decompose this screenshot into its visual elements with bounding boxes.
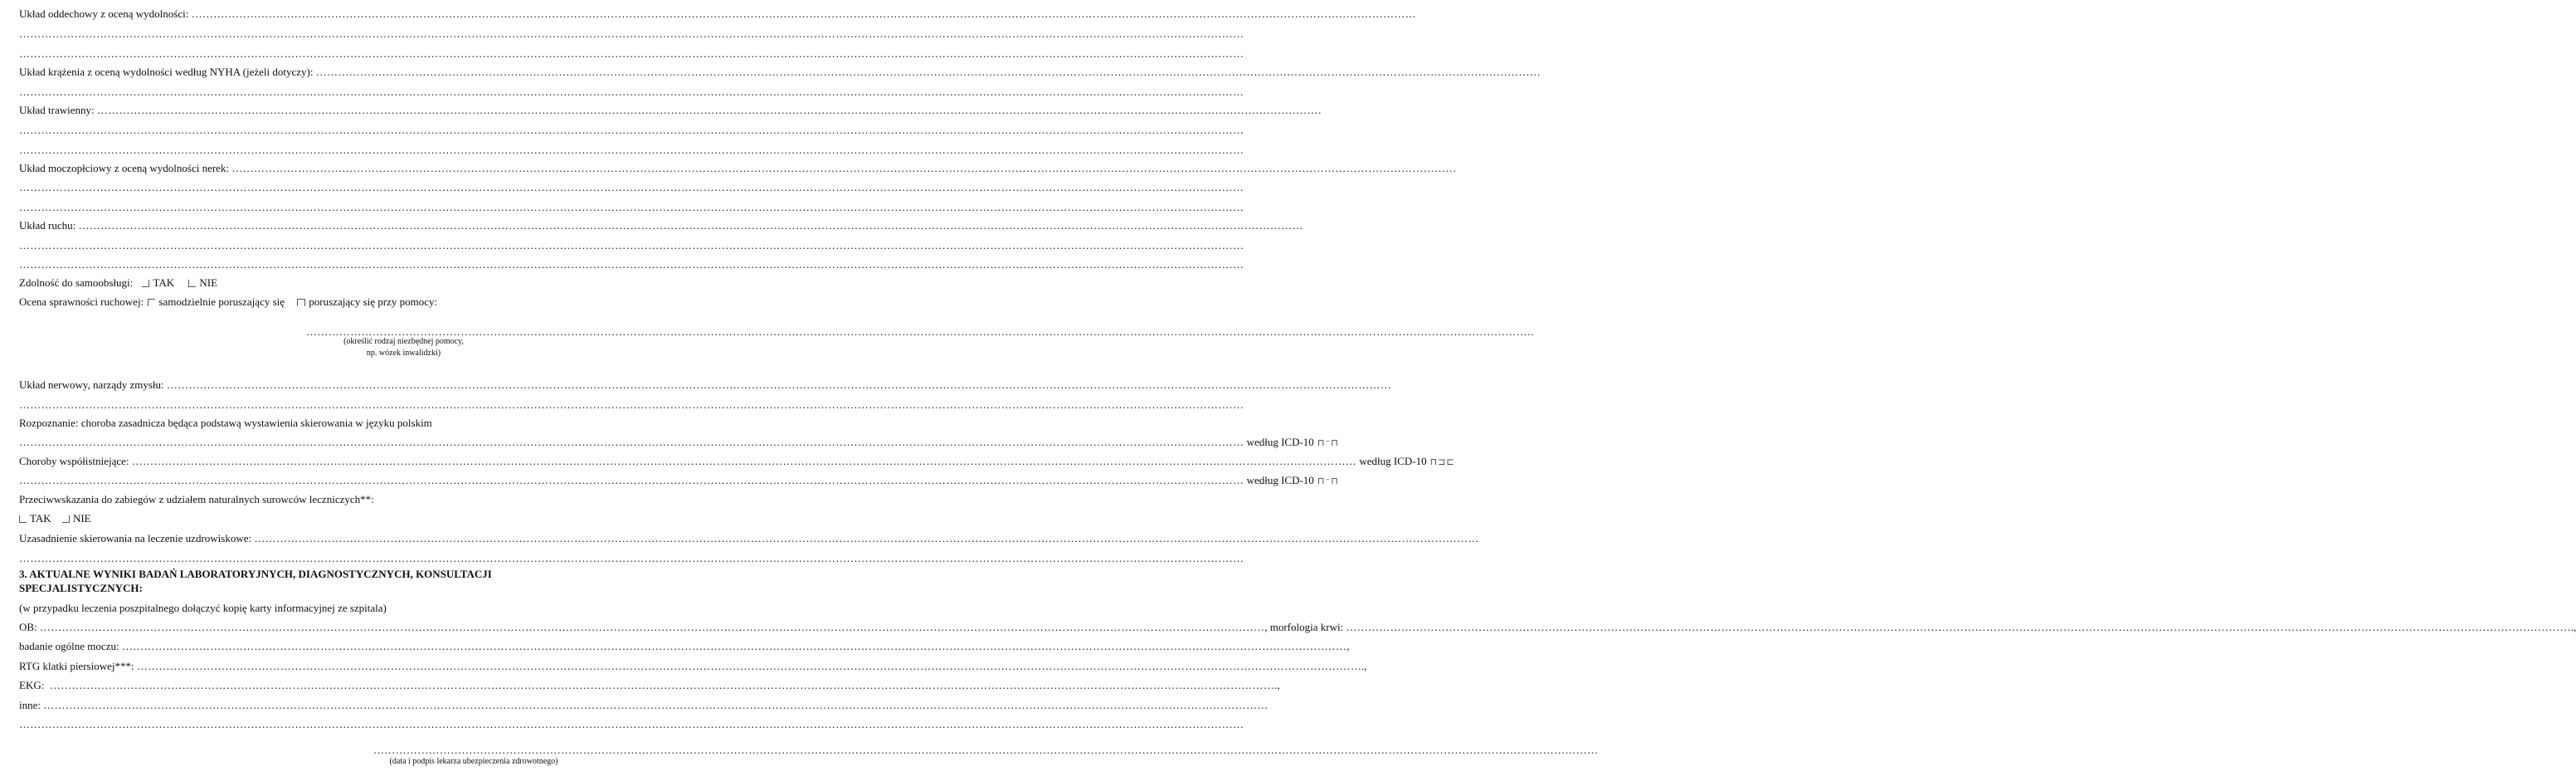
samodzielnie-checkbox[interactable] [148,299,155,306]
dot-leader: ……………………………………………………………………………………………………………………………………………………………………………………………………………………………………………………………………………………………………… [121,640,1347,652]
dotted-line[interactable] [19,258,1244,271]
dot-leader: ……………………………………………………………………………………………………………………………………………………………………………………………………………………………………………………………………………………………………… [166,378,1392,391]
dot-leader: ……………………………………………………………………………………………………………………………………………………………………………………………………………………………………………………………………………………………………… [254,532,1479,544]
dotted-line[interactable] [19,552,1244,565]
dotted-line[interactable] [19,239,1244,252]
dot-leader: ……………………………………………………………………………………………………………………………………………………………………………………………………………………………………………………………………………………………………… [19,181,1244,193]
przy-pomocy-checkbox[interactable] [297,299,305,306]
choroby-line-1[interactable]: Choroby współistniejące: ……………………………………………………………………………………………………………………………………………………………………………………………………………………………………………………………………………………………………… według ICD-10 ⊓⊐⊏ [19,455,1455,467]
pomoc-line[interactable]: ……………………………………………………………………………………………………………………………………………………………………………………………………………………………………………………………………………………………………… . [306,325,1534,338]
signature-line[interactable] [373,744,1599,757]
dot-leader: ……………………………………………………………………………………………………………………………………………………………………………………………………………………………………………………………………………………………………… [78,219,1303,232]
samoobsluga-row: Zdolność do samoobsługi: TAK NIE [19,276,218,289]
dot-leader: ……………………………………………………………………………………………………………………………………………………………………………………………………………………………………………………………………………………………………… [19,124,1244,136]
dotted-line[interactable] [19,85,1244,99]
dot-leader: ……………………………………………………………………………………………………………………………………………………………………………………………………………………………………………………………………………………………………… [19,144,1244,156]
przeciwwskazania-label: Przeciwwskazania do zabiegów z udziałem naturalnych surowców leczniczych**: [19,493,374,505]
dot-leader: ……………………………………………………………………………………………………………………………………………………………………………………………………………………………………………………………………………………………………… [39,621,1265,633]
dot-leader: ……………………………………………………………………………………………………………………………………………………………………………………………………………………………………………………………………………………………………… [96,104,1322,116]
dotted-line[interactable] [19,718,1244,731]
dotted-line[interactable] [19,124,1244,137]
dotted-line[interactable] [19,144,1244,157]
rozpoznanie-line[interactable]: ……………………………………………………………………………………………………………………………………………………………………………………………………………………………………………………………………………………………………… według ICD-10 ⊓⁻⊓ [19,436,1339,448]
dot-leader: ……………………………………………………………………………………………………………………………………………………………………………………………………………………………………………………………………………………………………… [19,258,1244,271]
field-badanie-moczu[interactable]: badanie ogólne moczu: ……………………………………………………………………………………………………………………………………………………………………………………………………………………………………………………………………………………………………… , [19,640,1350,652]
dot-leader: ……………………………………………………………………………………………………………………………………………………………………………………………………………………………………………………………………………………………………… [19,47,1244,60]
field-ob-morfologia[interactable]: OB: ……………………………………………………………………………………………………………………………………………………………………………………………………………………………………………………………………………………………………… , morfologia krwi: ……………………………………………………………………………………………………………………………………………………………………………………………………………………………………………………………………………………………………… ., [19,621,2576,633]
dotted-line[interactable] [19,201,1244,214]
dot-leader: ……………………………………………………………………………………………………………………………………………………………………………………………………………………………………………………………………………………………………… [19,718,1244,730]
dotted-line[interactable] [19,181,1244,194]
section-3-title: 3. AKTUALNE WYNIKI BADAŃ LABORATORYJNYCH, DIAGNOSTYCZNYCH, KONSULTACJI SPECJALISTYCZNYCH: [19,568,492,594]
dot-leader: ……………………………………………………………………………………………………………………………………………………………………………………………………………………………………………………………………………………………………… [19,552,1244,564]
dot-leader: ……………………………………………………………………………………………………………………………………………………………………………………………………………………………………………………………………………………………………… [1346,621,2571,633]
field-ekg[interactable]: EKG: ……………………………………………………………………………………………………………………………………………………………………………………………………………………………………………………………………………………………………… ., [19,679,1280,691]
dot-leader: ……………………………………………………………………………………………………………………………………………………………………………………………………………………………………………………………………………………………………… [19,239,1244,251]
field-uklad-ruchu[interactable]: Układ ruchu: ……………………………………………………………………………………………………………………………………………………………………………………………………………………………………………………………………………………………………… [19,219,1303,232]
dot-leader: ……………………………………………………………………………………………………………………………………………………………………………………………………………………………………………………………………………………………………… [315,66,1541,78]
dot-leader: ……………………………………………………………………………………………………………………………………………………………………………………………………………………………………………………………………………………………………… [136,660,1362,672]
samoobsluga-tak-checkbox[interactable] [142,280,149,287]
rozpoznanie-label: Rozpoznanie: choroba zasadnicza będąca podstawą wystawienia skierowania w języku polskim [19,417,432,429]
dot-leader: ……………………………………………………………………………………………………………………………………………………………………………………………………………………………………………………………………………………………………… [373,744,1599,756]
dot-leader: ……………………………………………………………………………………………………………………………………………………………………………………………………………………………………………………………………………………………………… [19,436,1244,448]
icd-code-boxes[interactable]: ⊓⊐⊏ [1429,457,1455,467]
field-uklad-krazenia[interactable]: Układ krążenia z oceną wydolności według NYHA (jeżeli dotyczy): ……………………………………………………………………………………………………………………………………………………………………………………………………………………………………………………………………………………………………… [19,66,1541,78]
dot-leader: ……………………………………………………………………………………………………………………………………………………………………………………………………………………………………………………………………………………………………… [231,162,1457,174]
dot-leader: ……………………………………………………………………………………………………………………………………………………………………………………………………………………………………………………………………………………………………… [19,474,1244,486]
przeciwwskazania-tak-checkbox[interactable] [19,515,27,523]
dot-leader: ……………………………………………………………………………………………………………………………………………………………………………………………………………………………………………………………………………………………………… [49,679,1275,691]
przeciwwskazania-nie-checkbox[interactable] [62,515,70,523]
dotted-line[interactable] [19,47,1244,61]
dotted-line[interactable] [19,27,1244,41]
pomoc-note-1: (określić rodzaj niezbędnej pomocy, [343,337,464,346]
dot-leader: ……………………………………………………………………………………………………………………………………………………………………………………………………………………………………………………………………………………………………… [19,85,1244,98]
field-rtg[interactable]: RTG klatki piersiowej***: ……………………………………………………………………………………………………………………………………………………………………………………………………………………………………………………………………………………………………… ., [19,660,1367,672]
dot-leader: ……………………………………………………………………………………………………………………………………………………………………………………………………………………………………………………………………………………………………… [19,398,1244,411]
field-inne[interactable]: inne: ……………………………………………………………………………………………………………………………………………………………………………………………………………………………………………………………………………………………………… [19,699,1269,711]
icd-code-boxes[interactable]: ⊓⁻⊓ [1317,438,1339,448]
field-uklad-nerwowy[interactable]: Układ nerwowy, narządy zmysłu: ……………………………………………………………………………………………………………………………………………………………………………………………………………………………………………………………………………………………………… [19,378,1392,391]
dot-leader: ……………………………………………………………………………………………………………………………………………………………………………………………………………………………………………………………………………………………………… [131,455,1357,467]
samoobsluga-nie-checkbox[interactable] [188,280,196,287]
signature-caption: (data i podpis lekarza ubezpieczenia zdrowotnego) [389,757,558,766]
dot-leader: ……………………………………………………………………………………………………………………………………………………………………………………………………………………………………………………………………………………………………… [306,325,1531,338]
pomoc-note-2: np. wózek inwalidzki) [366,349,441,358]
field-uklad-oddechowy[interactable]: Układ oddechowy z oceną wydolności: ……………………………………………………………………………………………………………………………………………………………………………………………………………………………………………………………………………………………………… [19,7,1416,20]
dot-leader: ……………………………………………………………………………………………………………………………………………………………………………………………………………………………………………………………………………………………………… [191,7,1416,20]
dot-leader: ……………………………………………………………………………………………………………………………………………………………………………………………………………………………………………………………………………………………………… [43,699,1269,711]
sprawnosc-row: Ocena sprawności ruchowej: samodzielnie poruszający się poruszający się przy pomocy: [19,295,438,308]
field-uklad-trawienny[interactable]: Układ trawienny: ……………………………………………………………………………………………………………………………………………………………………………………………………………………………………………………………………………………………………… [19,104,1322,116]
przeciwwskazania-options: TAK NIE [19,512,572,525]
section-3-note: (w przypadku leczenia poszpitalnego dołączyć kopię karty informacyjnej ze szpitala) [19,602,387,614]
field-uzasadnienie[interactable]: Uzasadnienie skierowania na leczenie uzdrowiskowe: ……………………………………………………………………………………………………………………………………………………………………………………………………………………………………………………………………………………………………… [19,532,1479,544]
icd-code-boxes[interactable]: ⊓⁻⊓ [1317,476,1339,486]
dotted-line[interactable] [19,398,1244,412]
field-uklad-moczoplciowy[interactable]: Układ moczopłciowy z oceną wydolności nerek: ……………………………………………………………………………………………………………………………………………………………………………………………………………………………………………………………………………………………………… [19,162,1457,174]
choroby-line-2[interactable]: ……………………………………………………………………………………………………………………………………………………………………………………………………………………………………………………………………………………………………… według ICD-10 ⊓⁻⊓ [19,474,1339,486]
dot-leader: ……………………………………………………………………………………………………………………………………………………………………………………………………………………………………………………………………………………………………… [19,27,1244,40]
dot-leader: ……………………………………………………………………………………………………………………………………………………………………………………………………………………………………………………………………………………………………… [19,201,1244,213]
